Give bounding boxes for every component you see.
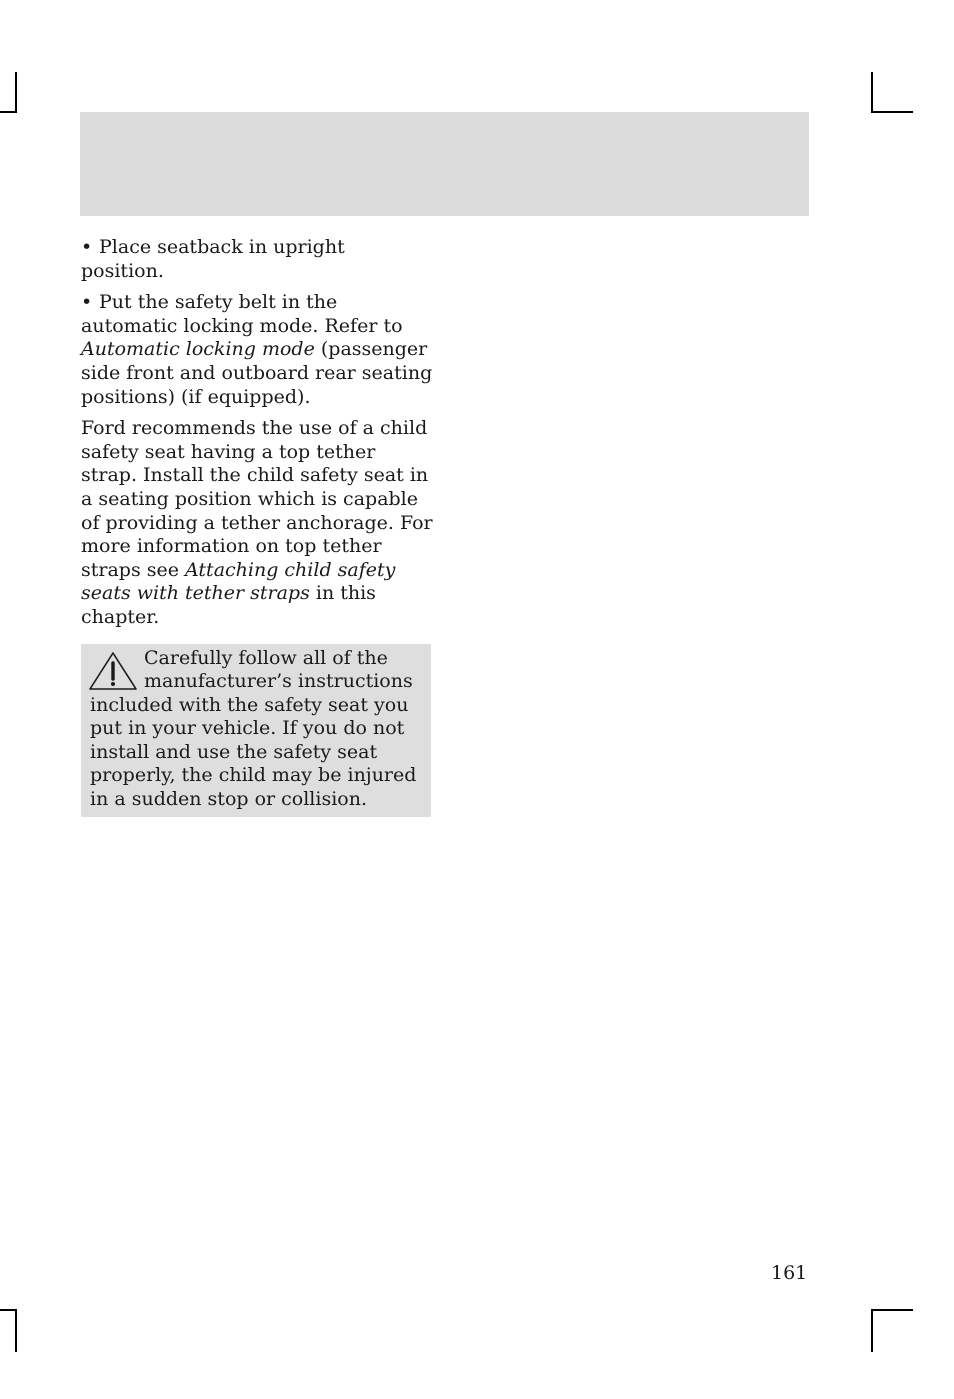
recommendation-paragraph	[81, 417, 433, 629]
crop-mark-top-left-vertical	[15, 72, 17, 113]
header-band	[80, 112, 809, 216]
bullet-text-after: (passenger side front and outboard rear seating positions) (if equipped).	[81, 338, 433, 408]
bullet-symbol: •	[81, 236, 93, 258]
crop-mark-bottom-left-horizontal	[0, 1309, 17, 1311]
crop-mark-top-right-horizontal	[871, 111, 913, 113]
bullet-item-locking-mode	[81, 291, 433, 409]
paragraph-text-before: Ford recommends the use of a child safety seat having a top tether strap. Install the child safety seat in a seating position which is capable of providing a tether anchorage. For more information on top tether straps see	[81, 417, 433, 581]
cross-reference: Attaching child safety seats with tether straps	[81, 558, 396, 605]
warning-box	[81, 644, 431, 817]
bullet-item-seatback	[81, 236, 433, 283]
warning-triangle-icon	[88, 651, 138, 691]
page-number: 161	[771, 1262, 808, 1284]
crop-mark-top-right-vertical	[871, 72, 873, 113]
bullet-symbol: •	[81, 291, 93, 314]
content-column	[81, 236, 433, 817]
crop-mark-bottom-right-vertical	[871, 1309, 873, 1352]
crop-mark-top-left-horizontal	[0, 111, 17, 113]
cross-reference: Automatic locking mode	[81, 338, 315, 361]
bullet-text-before: Put the safety belt in the automatic locking mode. Refer to	[81, 291, 403, 337]
warning-text: Carefully follow all of the manufacturer’s instructions included with the safety seat you put in your vehicle. If you do not install and use the safety seat properly, the child may be injured in a sudden stop or collision.	[90, 646, 417, 811]
bullet-text: Place seatback in upright position.	[81, 236, 345, 282]
paragraph-text-after: in this chapter.	[81, 582, 376, 628]
crop-mark-bottom-right-horizontal	[871, 1309, 913, 1311]
crop-mark-bottom-left-vertical	[15, 1309, 17, 1352]
